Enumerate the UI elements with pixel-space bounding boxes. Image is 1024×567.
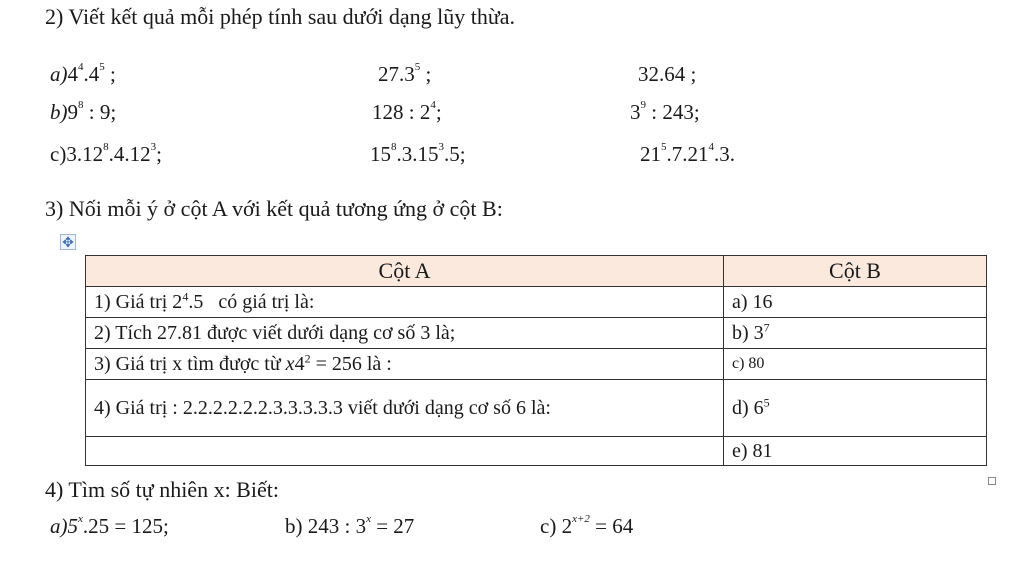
exponent: 2 — [304, 351, 311, 366]
base: 21 — [640, 142, 661, 166]
cell-text: 1) Giá trị 2 — [94, 291, 183, 313]
terminator: ; — [420, 62, 432, 86]
table-row — [86, 287, 987, 318]
rest: = 27 — [370, 514, 415, 538]
table-row — [86, 380, 987, 437]
base: 9 — [67, 100, 78, 124]
exercise-2b-3 — [630, 100, 700, 125]
terminator: .5; — [444, 142, 466, 166]
base: 27.3 — [378, 62, 415, 86]
exponent: 3 — [150, 141, 157, 153]
base: a)5 — [50, 514, 78, 538]
exponent: 5 — [661, 141, 667, 153]
table-row — [86, 318, 987, 349]
exponent: 4 — [182, 289, 189, 304]
base: c)3.12 — [50, 142, 104, 166]
terminator: .3. — [714, 142, 735, 166]
exercise-2a-2 — [378, 62, 431, 87]
base: 4 — [294, 353, 305, 375]
terminator: ; — [104, 62, 116, 86]
exponent: x — [78, 513, 83, 525]
base: 15 — [370, 142, 391, 166]
cell-b-2 — [724, 318, 987, 349]
exercise-4b — [285, 514, 414, 539]
cell-a-2: 2) Tích 27.81 được viết dưới dạng cơ số 3 là; — [86, 318, 724, 349]
column-b-header: Cột B — [724, 256, 987, 287]
exponent: 8 — [391, 141, 397, 153]
cell-b-4 — [724, 380, 987, 437]
cell-a-4: 4) Giá trị : 2.2.2.2.2.2.3.3.3.3.3 viết dưới dạng cơ số 6 là: — [86, 380, 724, 437]
base: .4.12 — [108, 142, 151, 166]
base: c) 2 — [540, 514, 573, 538]
base: 3 — [630, 100, 641, 124]
exercise-2b-1 — [50, 100, 116, 125]
table-move-handle-icon[interactable]: ✥ — [60, 234, 76, 250]
rest: .25 = 125; — [82, 514, 169, 538]
base: .3.15 — [396, 142, 439, 166]
variable: x — [285, 353, 295, 375]
section-2-heading: 2) Viết kết quả mỗi phép tính sau dưới dạng lũy thừa. — [45, 4, 516, 29]
exercise-2c-3 — [640, 142, 735, 167]
cell-a-1 — [86, 287, 724, 318]
exponent: x+2 — [572, 513, 590, 525]
exponent: 8 — [78, 99, 84, 111]
base: .7.21 — [666, 142, 709, 166]
base: 128 : 2 — [372, 100, 431, 124]
cell-text: d) 6 — [732, 397, 764, 419]
cell-b-1: a) 16 — [724, 287, 987, 318]
item-label: a) — [50, 62, 68, 86]
exercise-2b-2 — [372, 100, 442, 125]
exercise-2c-2 — [370, 142, 466, 167]
cell-a-5 — [86, 437, 724, 466]
exponent: x — [366, 513, 371, 525]
terminator: ; — [156, 142, 162, 166]
cell-a-3 — [86, 349, 724, 380]
exercise-2a-3: 32.64 ; — [638, 62, 697, 86]
cell-b-5: e) 81 — [724, 437, 987, 466]
exponent: 7 — [763, 320, 770, 335]
exponent: 3 — [438, 141, 444, 153]
section-4-heading: 4) Tìm số tự nhiên x: Biết: — [45, 477, 279, 502]
cell-b-3: c) 80 — [724, 349, 987, 380]
cell-text: 3) Giá trị x tìm được từ — [94, 353, 286, 375]
item-label: b) — [50, 100, 68, 124]
exponent: 5 — [99, 61, 105, 73]
exponent: 9 — [640, 99, 646, 111]
base: 4 — [67, 62, 78, 86]
exponent: 4 — [708, 141, 714, 153]
rest: = 64 — [589, 514, 634, 538]
cell-text: .5 có giá trị là: — [188, 291, 315, 313]
matching-table — [85, 255, 987, 466]
exponent: 5 — [414, 61, 421, 73]
exercise-2a-1 — [50, 62, 116, 87]
section-3-heading: 3) Nối mỗi ý ở cột A với kết quả tương ứng ở cột B: — [45, 196, 503, 221]
exercise-4c — [540, 514, 633, 539]
exercise-2c-1 — [50, 142, 162, 167]
base: b) 243 : 3 — [285, 514, 367, 538]
terminator: ; — [435, 100, 442, 124]
rest: : 243; — [646, 100, 700, 124]
exponent: 4 — [430, 99, 436, 111]
cell-text: = 256 là : — [310, 353, 392, 375]
column-a-header: Cột A — [86, 256, 724, 287]
exponent: 5 — [763, 395, 770, 410]
table-row — [86, 437, 987, 466]
exponent: 8 — [103, 141, 109, 153]
exponent: 4 — [78, 61, 84, 73]
table-row — [86, 349, 987, 380]
cell-text: b) 3 — [732, 322, 764, 344]
rest: : 9; — [83, 100, 117, 124]
base: 4 — [88, 62, 100, 86]
table-resize-handle[interactable] — [988, 477, 996, 485]
exercise-4a — [50, 514, 169, 539]
dot: . — [83, 62, 89, 86]
